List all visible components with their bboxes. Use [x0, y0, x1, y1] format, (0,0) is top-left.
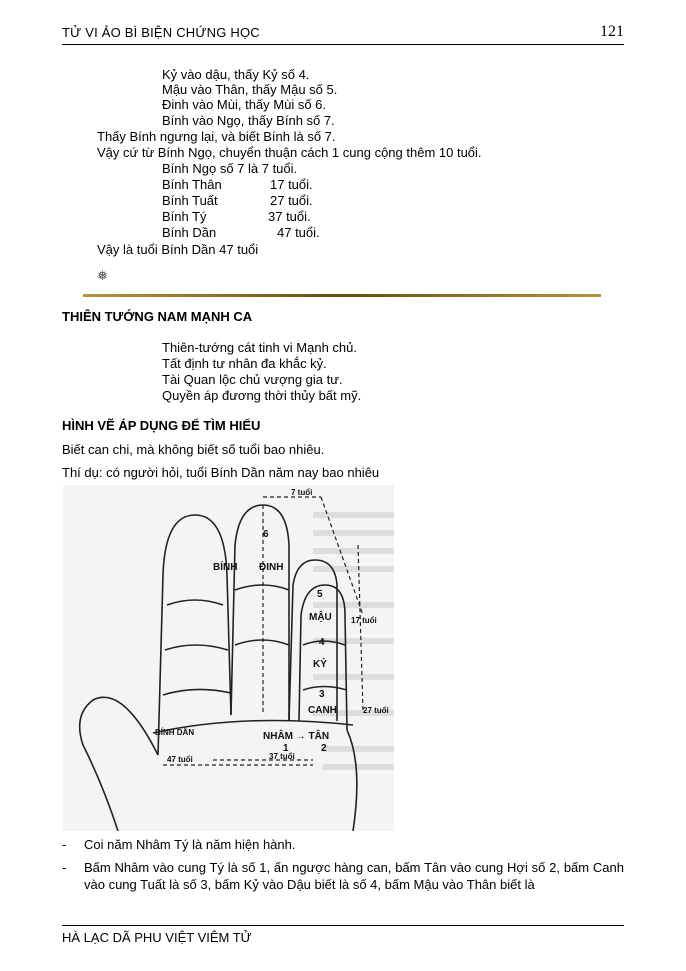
label-n1: 1 — [283, 743, 289, 754]
label-mau: MẬU — [309, 612, 332, 623]
header-title: TỬ VI ẢO BÌ BIỆN CHỨNG HỌC — [62, 25, 260, 40]
age-value: 17 tuổi. — [270, 177, 313, 192]
label-n4: 4 — [319, 637, 325, 648]
page-footer — [62, 925, 624, 945]
age-name: Bính Tuất — [162, 193, 218, 208]
label-t47: 47 tuổi — [167, 755, 193, 764]
section-heading: THIÊN TƯỚNG NAM MẠNH CA — [62, 309, 253, 324]
poem-line: Thiên-tướng cát tinh vi Mạnh chủ. — [162, 340, 357, 355]
label-t17: 17 tuổi — [351, 616, 377, 625]
label-n6: 6 — [263, 529, 269, 540]
bullet-text: Bấm Nhâm vào cung Tý là số 1, ấn ngược hàng can, bấm Tân vào cung Hợi số 2, bấm Canh vào cung Tuất là số 3, bấm Kỷ vào Dậu biết là số 4, bấm Mậu vào Thân biết là — [84, 860, 624, 892]
poem-line: Quyền áp đương thời thủy bất mỹ. — [162, 388, 362, 403]
text-line: Thấy Bính ngưng lại, và biết Bính là số 7. — [97, 129, 336, 144]
list-item — [62, 859, 624, 893]
paragraph: Thí dụ: có người hỏi, tuổi Bính Dần năm nay bao nhiêu — [62, 465, 380, 480]
label-t27: 27 tuổi — [363, 706, 389, 715]
label-dinh: ĐINH — [259, 562, 284, 573]
age-name: Bính Tý — [162, 209, 207, 224]
text-line: Vậy là tuổi Bính Dần 47 tuổi — [97, 242, 259, 257]
paragraph: Biết can chi, mà không biết số tuổi bao nhiêu. — [62, 442, 325, 457]
bullet-text: Coi năm Nhâm Tý là năm hiện hành. — [84, 837, 296, 852]
age-name: Bính Thân — [162, 177, 222, 192]
label-binh: BÍNH — [213, 562, 238, 573]
label-t37: 37 tuổi — [269, 752, 295, 761]
page-number: 121 — [600, 23, 624, 40]
age-value: 37 tuổi. — [268, 209, 311, 224]
text-line: Bính Ngọ số 7 là 7 tuổi. — [162, 161, 298, 176]
section-heading: HÌNH VẼ ÁP DỤNG ĐỂ TÌM HIỂU — [62, 418, 261, 433]
label-n5: 5 — [317, 589, 323, 600]
page-header — [62, 22, 624, 45]
section-divider — [83, 294, 601, 297]
age-name: Bính Dần — [162, 225, 217, 240]
text-line: Vậy cứ từ Bính Ngọ, chuyển thuận cách 1 cung cộng thêm 10 tuổi. — [97, 145, 482, 160]
text-line: Mậu vào Thân, thấy Mậu số 5. — [162, 82, 338, 97]
bullet-dash: - — [62, 860, 67, 875]
poem-line: Tài Quan lộc chủ vượng gia tư. — [162, 372, 343, 387]
poem-line: Tất định tư nhân đa khắc kỷ. — [162, 356, 327, 371]
label-canh: CANH — [308, 705, 337, 716]
text-line: Kỷ vào dậu, thấy Kỷ số 4. — [162, 67, 310, 82]
label-ky: KỶ — [313, 659, 327, 670]
footer-text: HÀ LẠC DÃ PHU VIỆT VIÊM TỬ — [62, 930, 252, 945]
hand-drawing — [63, 485, 394, 831]
ornament-icon: ❅ — [97, 268, 108, 283]
label-nham-tan: NHÂM → TÂN — [263, 731, 330, 742]
label-t7: 7 tuổi — [291, 488, 313, 497]
age-value: 27 tuổi. — [270, 193, 313, 208]
text-line: Bính vào Ngọ, thấy Bính số 7. — [162, 113, 335, 128]
bullet-dash: - — [62, 837, 67, 852]
label-n3: 3 — [319, 689, 325, 700]
label-n2: 2 — [321, 743, 327, 754]
label-binh-dan: BÍNH DẦN — [155, 728, 195, 737]
age-value: 47 tuổi. — [277, 225, 320, 240]
hand-diagram — [63, 485, 394, 831]
text-line: Đinh vào Mùi, thấy Mùi số 6. — [162, 97, 327, 112]
